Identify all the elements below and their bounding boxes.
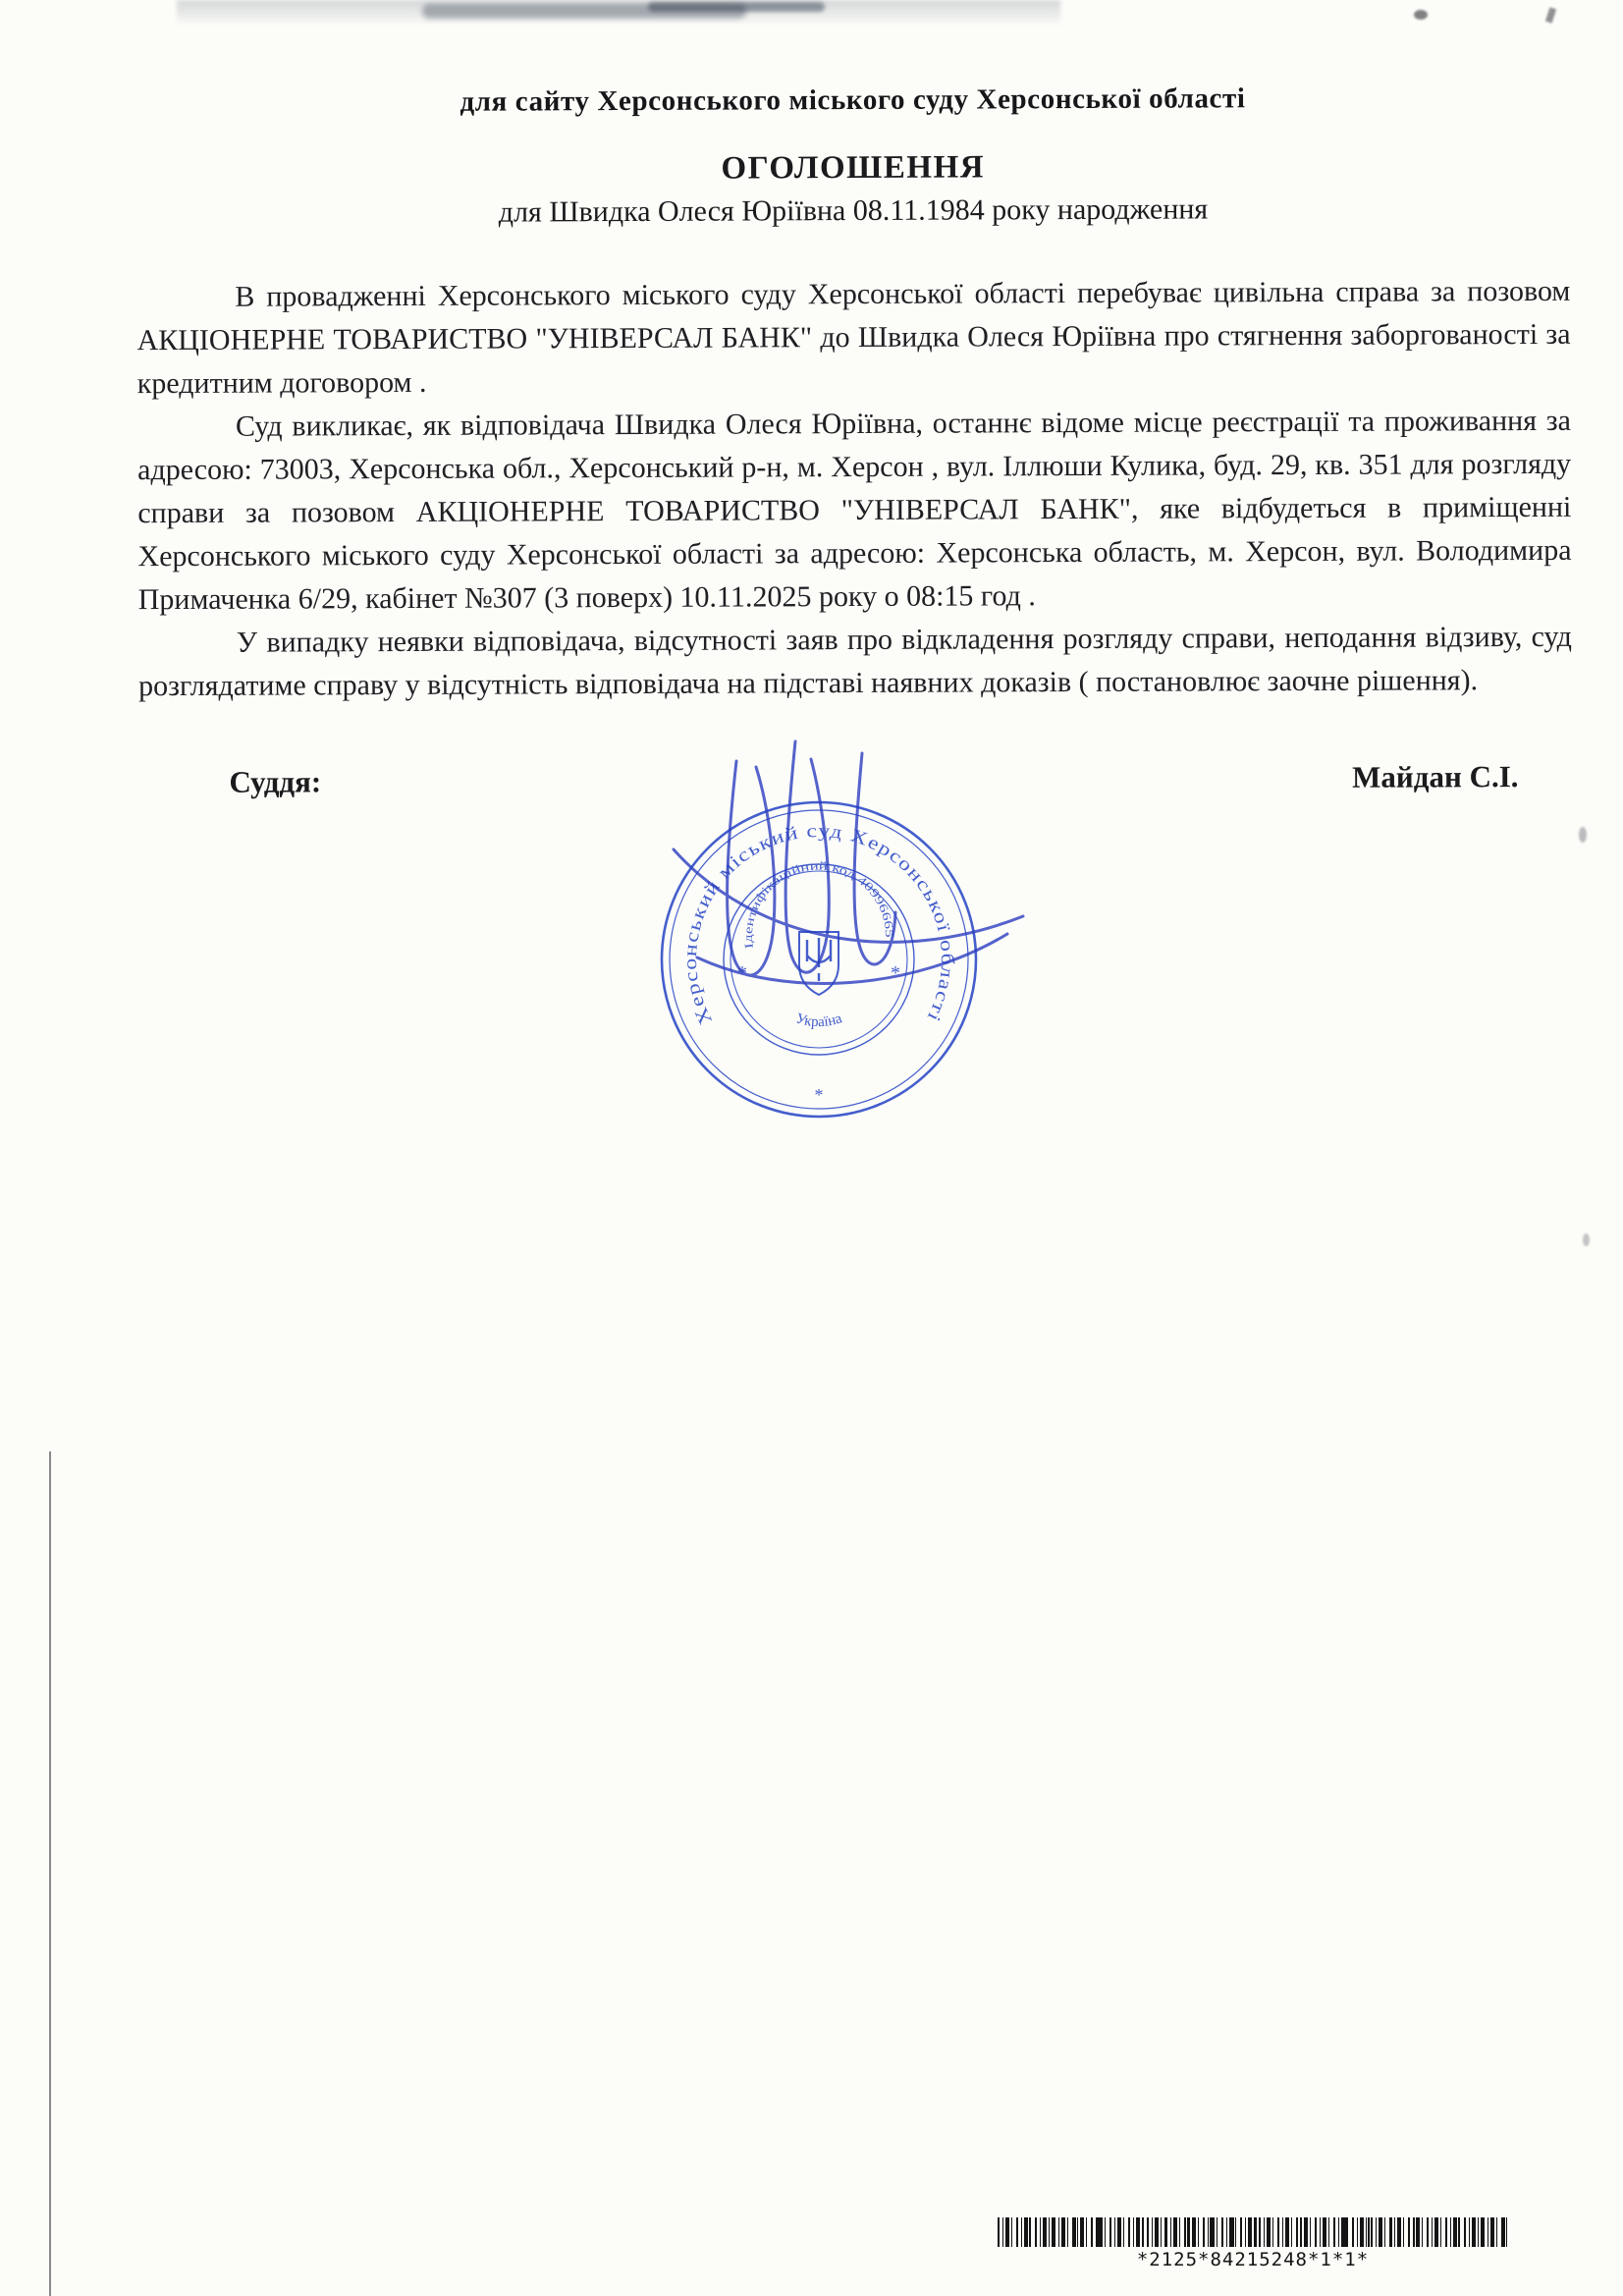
document-title: ОГОЛОШЕННЯ	[721, 149, 986, 187]
paragraph-case-info: В провадженні Херсонського міського суду Херсонської області перебуває цивільна справа за позовом АКЦІОНЕРНЕ ТОВАРИСТВО "УНІВЕРСАЛ БАНК" до Швидка Олеся Юріївна про стягнення заборгованості за кредитним договором .	[136, 274, 1571, 401]
scan-smudge	[422, 4, 746, 19]
document-subtitle: для Швидка Олеся Юріївна 08.11.1984 року народження	[498, 192, 1209, 229]
paragraph-summons: Суд викликає, як відповідача Швидка Олеся Юріївна, останнє відоме місце реєстрації та проживання за адресою: 73003, Херсонська обл., Херсонський р-н, м. Херсон , вул. Іллюши Кулика, буд. 29, кв. 351 для розгляду справи за позовом АКЦІОНЕРНЕ ТОВАРИСТВО "УНІВЕРСАЛ БАНК", яке відбудеться в приміщенні Херсонського міського суду Херсонської області за адресою: Херсонська область, м. Херсон, вул. Володимира Примаченка 6/29, кабінет №307 (3 поверх) 10.11.2025 року о 08:15 год .	[137, 404, 1572, 617]
scan-noise-band	[177, 0, 1060, 26]
barcode-block	[998, 2217, 1508, 2270]
stamp-star-bottom: *	[814, 1085, 824, 1105]
paragraph-consequences: У випадку неявки відповідача, відсутності заяв про відкладення розгляду справи, неподання відзиву, суд розглядатиме справу у відсутність відповідача на підставі наявних доказів ( постановлює заочне рішення).	[138, 620, 1572, 703]
scan-speck	[1583, 1233, 1590, 1246]
document-content	[135, 82, 1572, 800]
judge-name: Майдан С.І.	[1352, 759, 1519, 794]
stamp-id-code-text: Ідентифікаційний код 40996665	[740, 858, 897, 950]
scan-edge-line	[49, 1451, 51, 2296]
scan-dot	[1414, 10, 1428, 20]
judge-signature	[579, 702, 1051, 1026]
judge-label: Суддя:	[229, 764, 322, 799]
stamp-star-left: *	[737, 962, 747, 984]
scan-speck	[1579, 827, 1587, 843]
scan-speck	[1545, 7, 1556, 23]
stamp-star-right: *	[891, 962, 900, 984]
stamp-country-text: Україна	[793, 1011, 844, 1031]
document-header: для сайту Херсонського міського суду Херсонської області	[460, 82, 1246, 118]
barcode	[998, 2217, 1508, 2247]
scan-smudge-dark	[648, 2, 825, 12]
stamp-outer-text: Херсонський міський суд Херсонської області	[679, 820, 958, 1028]
barcode-text: *2125*84215248*1*1*	[1136, 2249, 1370, 2270]
